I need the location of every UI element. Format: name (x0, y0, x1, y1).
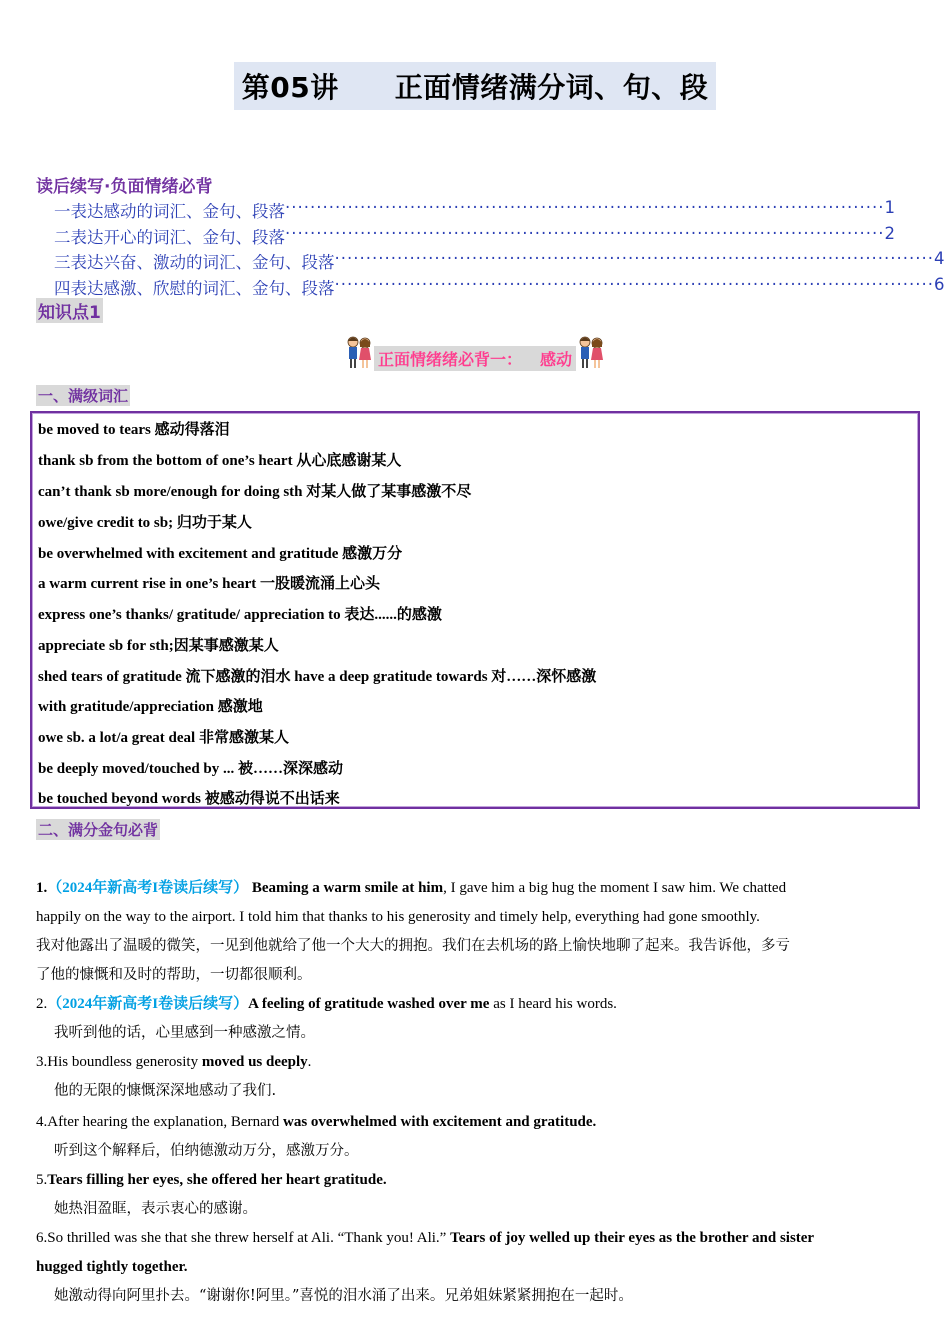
vocab-item: be overwhelmed with excitement and gratitude 感激万分 (38, 546, 403, 562)
toc-leader: ································································································ (334, 249, 935, 268)
banner-label: 正面情绪绪必背一： 感动 (374, 346, 576, 371)
toc-leader: ································································································ (334, 274, 935, 294)
title-topic: 正面情绪满分词、句、段 (391, 64, 713, 108)
toc-heading: 读后续写·负面情绪必背 (36, 177, 213, 197)
translation: 我对他露出了温暖的微笑，一见到他就给了他一个大大的拥抱。我们在去机场的路上愉快地聊了起来。我告诉他，多亏 (36, 938, 790, 954)
vocab-item: with gratitude/appreciation 感激地 (38, 699, 263, 715)
toc-leader: ································································································ (285, 223, 885, 243)
sentence-3: 3.His boundless generosity moved us deeply. 他的无限的慷慨深深地感动了我们. (36, 1048, 916, 1106)
translation: 我听到他的话，心里感到一种感激之情。 (54, 1025, 315, 1041)
sentence-6: 6.So thrilled was she that she threw herself at Ali. “Thank you! Ali.” Tears of joy welled up their eyes as the brother and sister hugged tightly together. 她激动得向阿里扑去。“谢谢你!阿里。”喜悦的泪水涌了出来。兄弟姐妹紧紧拥抱在一起时。 (36, 1224, 916, 1311)
vocab-item: a warm current rise in one’s heart 一股暖流涌上心头 (38, 576, 381, 592)
table-of-contents (54, 198, 945, 300)
vocab-box (30, 411, 920, 809)
knowledge-point-label: 知识点1 (36, 298, 103, 323)
section-banner (0, 334, 950, 376)
translation: 了他的慷慨和及时的帮助，一切都很顺利。 (36, 967, 312, 983)
sentence-4: 4.After hearing the explanation, Bernard was overwhelmed with excitement and gratitude. 听到这个解释后，伯纳德激动万分，感激万分。 (36, 1108, 916, 1166)
title-lesson: 第05讲 (238, 64, 343, 108)
toc-leader: ································································································ (285, 198, 885, 217)
sentence-2: 2.（2024年新高考I卷读后续写）A feeling of gratitude washed over me as I heard his words. 我听到他的话，心里感到一种感激之情。 (36, 990, 916, 1048)
vocab-item: be touched beyond words 被感动得说不出话来 (38, 791, 340, 807)
translation: 听到这个解释后，伯纳德激动万分，感激万分。 (54, 1143, 359, 1159)
vocab-item: be moved to tears 感动得落泪 (38, 422, 230, 438)
vocab-item: thank sb from the bottom of one’s heart 从心底感谢某人 (38, 453, 402, 469)
translation: 她激动得向阿里扑去。“谢谢你!阿里。”喜悦的泪水涌了出来。兄弟姐妹紧紧拥抱在一起时。 (54, 1288, 633, 1304)
translation: 他的无限的慷慨深深地感动了我们. (54, 1083, 277, 1099)
vocab-item: appreciate sb for sth;因某事感激某人 (38, 638, 279, 654)
vocab-item: express one’s thanks/ gratitude/ appreciation to 表达......的感激 (38, 607, 442, 623)
children-icon (576, 335, 606, 371)
vocab-item: owe/give credit to sb; 归功于某人 (38, 515, 252, 531)
sentence-1: 1.（2024年新高考I卷读后续写） Beaming a warm smile at him, I gave him a big hug the moment I saw him. We chatted happily on the way to the airport. I told him that thanks to his generosity and timely help, everything had gone smoothly. 我对他露出了温暖的微笑，一见到他就给了他一个大大的拥抱。我们在去机场的路上愉快地聊了起来。我告诉他，多亏 了他的慷慨和及时的帮助，一切都很顺利。 (36, 874, 916, 990)
page-title (0, 62, 950, 110)
toc-entry[interactable]: 二 表达开心的词汇、金句、段落 ································································································ 2 (54, 224, 814, 250)
vocab-item: can’t thank sb more/enough for doing sth 对某人做了某事感激不尽 (38, 484, 472, 500)
toc-entry[interactable]: 四 表达感激、欣慰的词汇、金句、段落 ································································································ 6 (54, 275, 814, 301)
vocab-item: owe sb. a lot/a great deal 非常感激某人 (38, 730, 289, 746)
source-tag: （2024年新高考I卷读后续写） (47, 880, 249, 896)
section-heading-vocab: 一、满级词汇 (38, 387, 129, 405)
section-heading-sentences: 二、满分金句必背 (38, 821, 159, 839)
children-icon (344, 335, 374, 371)
vocab-item: shed tears of gratitude 流下感激的泪水 have a deep gratitude towards 对……深怀感激 (38, 669, 597, 685)
source-tag: （2024年新高考I卷读后续写） (47, 996, 249, 1012)
sentence-5: 5.Tears filling her eyes, she offered her heart gratitude. 她热泪盈眶，表示衷心的感谢。 (36, 1166, 916, 1224)
toc-entry[interactable]: 三 表达兴奋、激动的词汇、金句、段落 ································································································ 4 (54, 249, 814, 275)
vocab-item: be deeply moved/touched by ... 被……深深感动 (38, 761, 344, 777)
translation: 她热泪盈眶，表示衷心的感谢。 (54, 1201, 257, 1217)
toc-entry[interactable]: 一 表达感动的词汇、金句、段落 ································································································ 1 (54, 198, 814, 224)
